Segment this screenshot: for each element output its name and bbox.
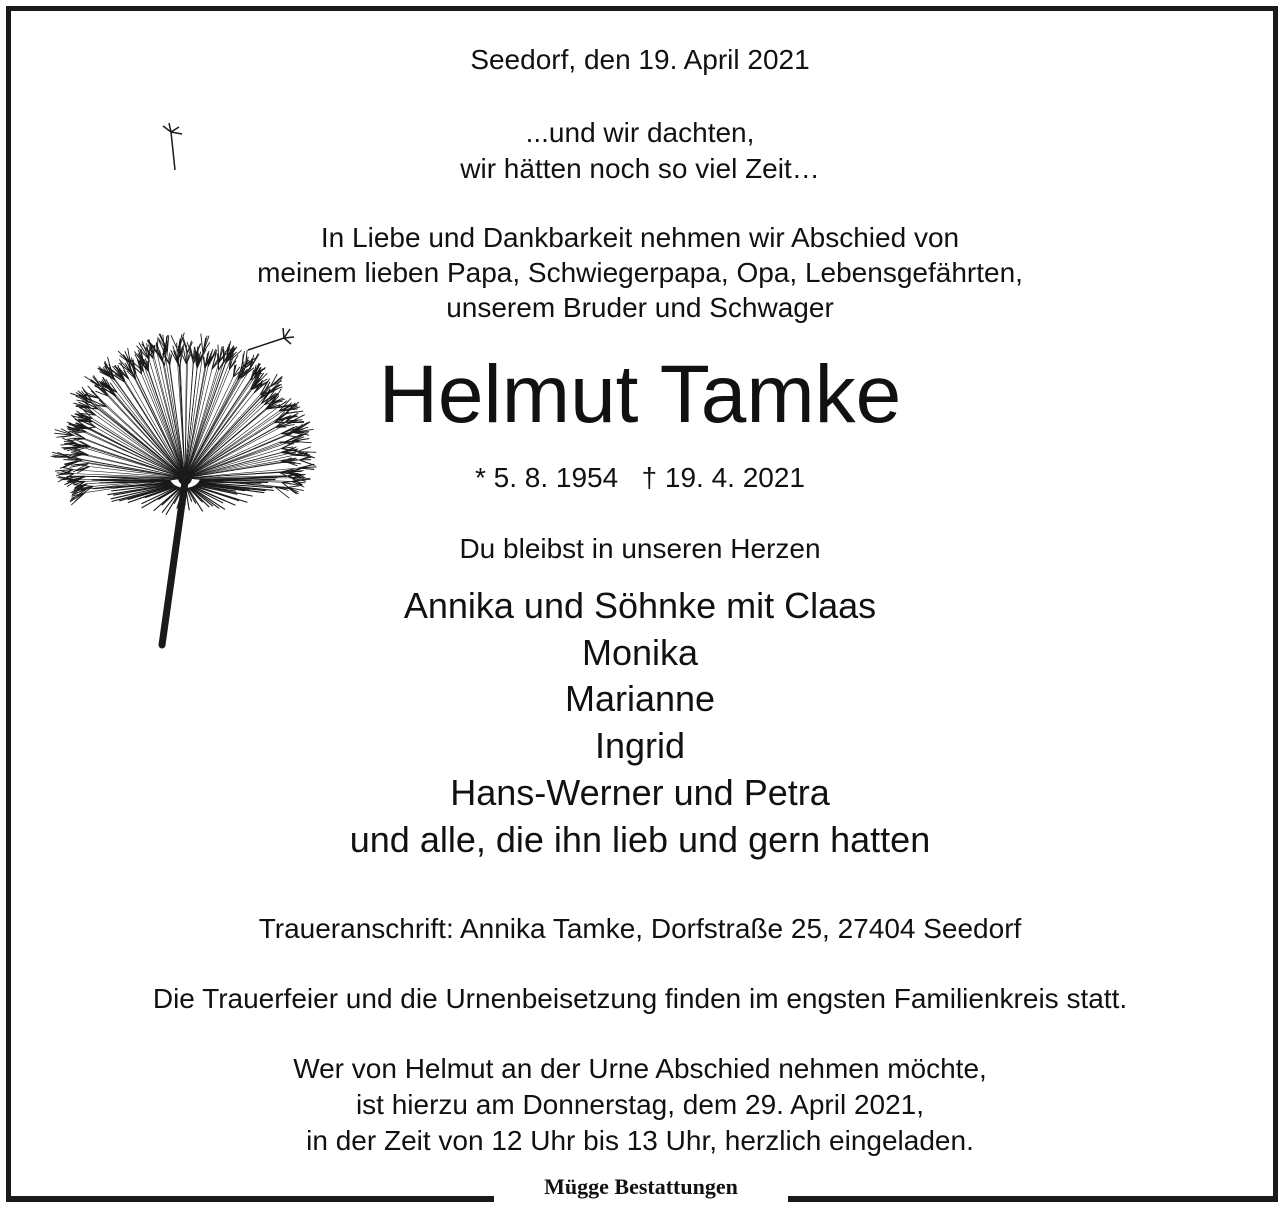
invitation-line-2: ist hierzu am Donnerstag, dem 29. April 2021,	[355, 1089, 925, 1120]
invitation-line-3: in der Zeit von 12 Uhr bis 13 Uhr, herzlich eingeladen.	[306, 1125, 974, 1156]
mourning-address: Traueranschrift: Annika Tamke, Dorfstraße 25, 27404 Seedorf	[258, 913, 1022, 944]
mourner-line: Hans-Werner und Petra	[450, 772, 830, 813]
intro-line-2: meinem lieben Papa, Schwiegerpapa, Opa, Lebensgefährten,	[257, 257, 1023, 288]
ceremony-note: Die Trauerfeier und die Urnenbeisetzung finden im engsten Familienkreis statt.	[152, 983, 1128, 1014]
mourner-line: Ingrid	[594, 725, 686, 766]
quote-line-1: ...und wir dachten,	[525, 117, 755, 148]
place-date: Seedorf, den 19. April 2021	[470, 44, 810, 75]
life-dates: * 5. 8. 1954 † 19. 4. 2021	[474, 462, 806, 493]
motto: Du bleibst in unseren Herzen	[459, 533, 821, 564]
mourner-line: und alle, die ihn lieb und gern hatten	[349, 819, 931, 860]
flying-seed-icon	[248, 328, 294, 350]
mourner-line: Monika	[581, 632, 699, 673]
mourner-line: Annika und Söhnke mit Claas	[403, 585, 877, 626]
seed-tuft	[297, 447, 311, 452]
deceased-name: Helmut Tamke	[378, 349, 902, 440]
intro-line-1: In Liebe und Dankbarkeit nehmen wir Abschied von	[320, 222, 960, 253]
undertaker-label: Mügge Bestattungen	[494, 1172, 788, 1202]
quote-line-2: wir hätten noch so viel Zeit…	[460, 153, 820, 184]
invitation-line-1: Wer von Helmut an der Urne Abschied nehmen möchte,	[293, 1053, 987, 1084]
intro-line-3: unserem Bruder und Schwager	[446, 292, 834, 323]
mourner-line: Marianne	[564, 678, 716, 719]
